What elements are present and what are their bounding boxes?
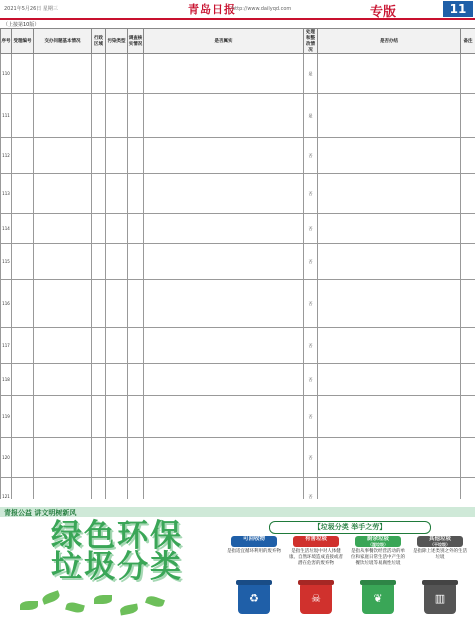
table-cell (128, 478, 144, 500)
table-cell (12, 138, 34, 174)
table-cell (34, 280, 92, 328)
page-number: 11 (443, 1, 473, 17)
status-cell: 否 (304, 244, 318, 280)
bin-description: 是指从事餐饮经营活动的单位和家庭日常生活中产生的餐饮垃圾等易腐性垃圾 (351, 549, 405, 566)
table-row (1, 244, 475, 280)
table-cell (461, 438, 475, 478)
table-cell (318, 280, 461, 328)
table-cell (92, 174, 106, 214)
column-header: 是否办结 (318, 29, 461, 54)
table-cell (128, 54, 144, 94)
column-header: 污染类型 (106, 29, 128, 54)
status-cell: 是 (304, 94, 318, 138)
bin-lid (298, 580, 334, 585)
table-row (1, 280, 475, 328)
leaf-icon (20, 601, 38, 610)
table-cell (34, 174, 92, 214)
table-cell (106, 478, 128, 500)
table-cell (144, 94, 304, 138)
table-cell (12, 328, 34, 364)
table-cell (106, 174, 128, 214)
status-cell: 否 (304, 364, 318, 396)
table-row (1, 214, 475, 244)
table-cell (12, 214, 34, 244)
table-cell (461, 244, 475, 280)
table-row (1, 54, 475, 94)
table-cell (128, 138, 144, 174)
table-cell (144, 396, 304, 438)
bin-subtitle: （湿垃圾） (368, 542, 388, 547)
table-cell (106, 280, 128, 328)
recycle-icon: ♻ (249, 592, 259, 605)
table-row (1, 94, 475, 138)
table-cell (128, 280, 144, 328)
public-service-ad (0, 507, 475, 620)
table-cell (318, 478, 461, 500)
row-number: 114 (1, 214, 12, 244)
bin-2 (349, 536, 407, 616)
row-number: 110 (1, 54, 12, 94)
status-cell: 否 (304, 478, 318, 500)
status-cell: 是 (304, 54, 318, 94)
table-cell (34, 478, 92, 500)
table-cell (461, 54, 475, 94)
table-cell (144, 174, 304, 214)
trash-icon: ▥ (434, 592, 446, 605)
leaf-icon (65, 601, 85, 614)
column-header: 交办问题基本情况 (34, 29, 92, 54)
row-number: 118 (1, 364, 12, 396)
bin-1 (287, 536, 345, 616)
table-cell (12, 396, 34, 438)
row-number: 117 (1, 328, 12, 364)
table-cell (128, 328, 144, 364)
table-cell (461, 364, 475, 396)
table-cell (318, 94, 461, 138)
table-cell (144, 364, 304, 396)
table-cell (461, 396, 475, 438)
bin-name: 厨余垃圾 (366, 536, 389, 542)
header-url[interactable]: http://www.dailyqd.com (232, 6, 292, 12)
table-cell (144, 328, 304, 364)
table-row (1, 478, 475, 500)
column-header: 序号 (1, 29, 12, 54)
table-cell (461, 328, 475, 364)
table-cell (144, 214, 304, 244)
table-cell (461, 174, 475, 214)
table-cell (106, 138, 128, 174)
table-cell (318, 328, 461, 364)
table-cell (92, 244, 106, 280)
bin-name: 可回收物 (242, 536, 265, 542)
ad-strip (0, 507, 475, 517)
bin-3 (411, 536, 469, 616)
table-cell (12, 54, 34, 94)
table-cell (318, 54, 461, 94)
bin-lid (422, 580, 458, 585)
table-cell (12, 438, 34, 478)
table-cell (92, 214, 106, 244)
table-cell (106, 438, 128, 478)
status-cell: 否 (304, 438, 318, 478)
status-cell: 否 (304, 328, 318, 364)
table-cell (34, 328, 92, 364)
table-cell (128, 396, 144, 438)
table-cell (318, 214, 461, 244)
column-header: 调查核实情况 (128, 29, 144, 54)
table-cell (461, 280, 475, 328)
table-cell (34, 438, 92, 478)
table-cell (34, 396, 92, 438)
table-cell (144, 280, 304, 328)
table-cell (461, 214, 475, 244)
table-cell (106, 244, 128, 280)
status-cell: 否 (304, 214, 318, 244)
complaint-table-container (0, 28, 475, 499)
row-number: 113 (1, 174, 12, 214)
bin-panel (225, 521, 473, 618)
row-number: 111 (1, 94, 12, 138)
bin-0 (225, 536, 283, 616)
leaf-icon (41, 590, 61, 605)
table-cell (128, 214, 144, 244)
table-cell (318, 364, 461, 396)
ad-slogan (22, 518, 212, 585)
table-cell (461, 478, 475, 500)
table-row (1, 438, 475, 478)
section-title: 专版 (370, 5, 397, 20)
bin-name: 有害垃圾 (304, 536, 327, 542)
column-header: 受理编号 (12, 29, 34, 54)
table-cell (318, 138, 461, 174)
bin-illustration (424, 584, 456, 614)
bin-illustration (362, 584, 394, 614)
hazard-icon: ☠ (311, 592, 321, 605)
table-cell (144, 138, 304, 174)
bin-illustration (300, 584, 332, 614)
page-header (0, 0, 475, 20)
ad-strip-title: 青报公益 讲文明树新风 (4, 509, 77, 517)
bin-description: 是指适宜循环利用的废弃物 (227, 549, 281, 554)
table-cell (92, 280, 106, 328)
table-cell (92, 396, 106, 438)
row-number: 116 (1, 280, 12, 328)
table-cell (34, 54, 92, 94)
table-cell (461, 138, 475, 174)
leaf-icon (145, 594, 165, 609)
table-cell (128, 174, 144, 214)
table-cell (92, 138, 106, 174)
bin-subtitle: （干垃圾） (430, 542, 450, 547)
panel-title: 【垃圾分类 举手之劳】 (269, 521, 431, 534)
table-cell (106, 396, 128, 438)
table-cell (92, 328, 106, 364)
table-row (1, 364, 475, 396)
bin-name: 其他垃圾 (428, 536, 451, 542)
table-cell (106, 94, 128, 138)
table-cell (318, 244, 461, 280)
table-cell (12, 174, 34, 214)
table-cell (34, 244, 92, 280)
leaf-decoration (20, 587, 170, 615)
row-number: 121 (1, 478, 12, 500)
bin-label (417, 536, 463, 547)
table-cell (106, 364, 128, 396)
bin-label (293, 536, 339, 547)
table-cell (318, 396, 461, 438)
table-cell (144, 478, 304, 500)
table-cell (128, 94, 144, 138)
status-cell: 否 (304, 138, 318, 174)
table-cell (92, 94, 106, 138)
bin-lid (360, 580, 396, 585)
table-header-row (1, 29, 475, 54)
column-header: 处理和整改情况 (304, 29, 318, 54)
row-number: 120 (1, 438, 12, 478)
newspaper-logo: 青岛日报 (188, 3, 236, 16)
table-cell (12, 280, 34, 328)
column-header: 是否属实 (144, 29, 304, 54)
status-cell: 否 (304, 280, 318, 328)
bin-lid (236, 580, 272, 585)
table-cell (12, 364, 34, 396)
table-cell (128, 364, 144, 396)
table-cell (106, 214, 128, 244)
bin-label (231, 536, 277, 547)
table-cell (12, 478, 34, 500)
column-header: 备注 (461, 29, 475, 54)
bin-description: 是指生活垃圾中对人体健康、自然环境造成直接或者潜在危害的废弃物 (289, 549, 343, 566)
status-cell: 否 (304, 396, 318, 438)
column-header: 行政区域 (92, 29, 106, 54)
table-cell (144, 54, 304, 94)
table-cell (12, 94, 34, 138)
row-number: 115 (1, 244, 12, 280)
table-cell (461, 94, 475, 138)
table-cell (92, 438, 106, 478)
slogan-line-1: 绿色环保 (51, 518, 183, 554)
leaf-icon (119, 604, 138, 616)
table-cell (144, 244, 304, 280)
slogan-line-2: 垃圾分类 (51, 549, 183, 585)
table-caption: （上接第10版） (3, 22, 40, 28)
table-cell (92, 54, 106, 94)
leaf-icon: ❦ (373, 592, 383, 605)
leaf-icon (94, 595, 112, 604)
table-cell (12, 244, 34, 280)
status-cell: 否 (304, 174, 318, 214)
table-cell (106, 328, 128, 364)
table-cell (128, 438, 144, 478)
table-cell (92, 478, 106, 500)
table-row (1, 138, 475, 174)
table-row (1, 174, 475, 214)
table-cell (144, 438, 304, 478)
table-body (1, 54, 475, 500)
bin-illustration (238, 584, 270, 614)
table-cell (92, 364, 106, 396)
row-number: 112 (1, 138, 12, 174)
bin-description: 是指除上述类别之外的生活垃圾 (413, 549, 467, 560)
table-cell (318, 438, 461, 478)
bin-label (355, 536, 401, 547)
table-cell (318, 174, 461, 214)
row-number: 119 (1, 396, 12, 438)
table-row (1, 328, 475, 364)
table-cell (106, 54, 128, 94)
complaint-table (0, 28, 475, 499)
table-row (1, 396, 475, 438)
table-cell (34, 94, 92, 138)
table-cell (128, 244, 144, 280)
table-cell (34, 364, 92, 396)
header-date: 2021年5月26日 星期三 (4, 6, 58, 12)
table-cell (34, 214, 92, 244)
table-cell (34, 138, 92, 174)
